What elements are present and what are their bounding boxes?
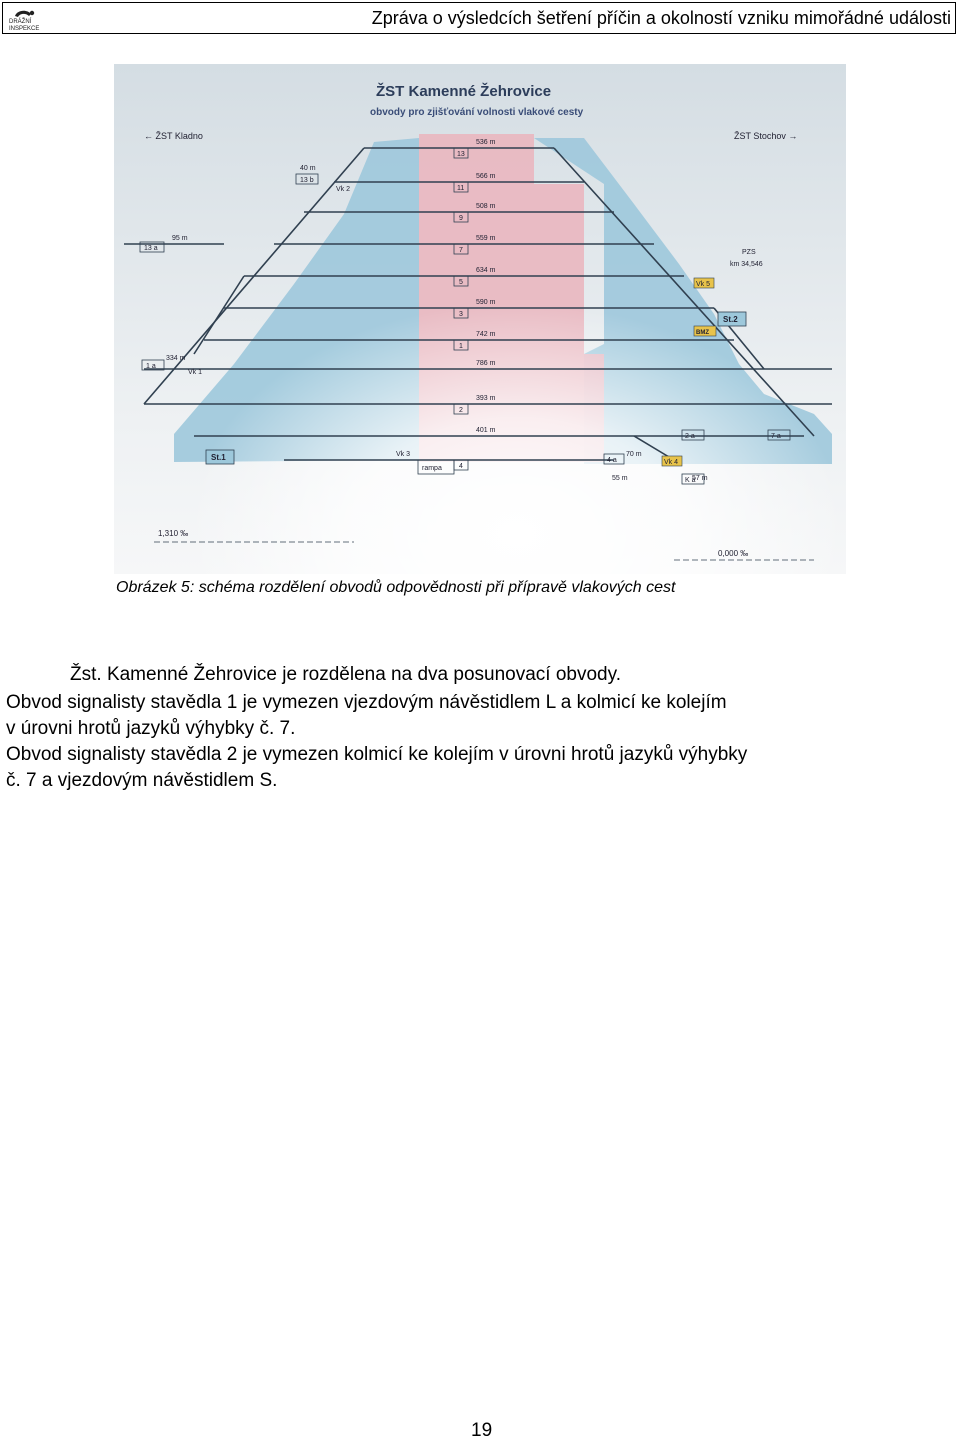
svg-text:590 m: 590 m	[476, 299, 496, 306]
svg-text:1 a: 1 a	[146, 363, 156, 370]
svg-text:Vk 4: Vk 4	[664, 459, 679, 466]
svg-text:Vk 3: Vk 3	[396, 451, 411, 458]
svg-text:BMZ: BMZ	[696, 330, 709, 336]
paragraph-3-line-1: Obvod signalisty stavědla 2 je vymezen kolmicí ke kolejím v úrovni hrotů jazyků výhybky	[6, 744, 748, 765]
left-direction-label: ← ŽST Kladno	[144, 131, 203, 141]
gradient-left-label: 1,310 ‰	[158, 529, 189, 538]
svg-text:DRÁŽNÍ: DRÁŽNÍ	[9, 19, 32, 25]
page-number: 19	[471, 1420, 493, 1441]
paragraph-2-line-2: v úrovni hrotů jazyků výhybky č. 7.	[6, 718, 296, 739]
svg-text:St.1: St.1	[211, 453, 226, 462]
svg-text:40 m: 40 m	[300, 165, 316, 172]
svg-text:7: 7	[459, 247, 463, 254]
svg-text:566 m: 566 m	[476, 173, 496, 180]
right-direction-label: ŽST Stochov →	[734, 131, 798, 141]
svg-text:7 a: 7 a	[771, 433, 781, 440]
svg-text:786 m: 786 m	[476, 360, 496, 367]
svg-text:401 m: 401 m	[476, 427, 496, 434]
station-scheme-figure	[114, 64, 846, 574]
svg-text:559 m: 559 m	[476, 235, 496, 242]
svg-text:9: 9	[459, 215, 463, 222]
svg-text:13: 13	[457, 151, 465, 158]
svg-text:St.2: St.2	[723, 315, 738, 324]
svg-text:334 m: 334 m	[166, 355, 186, 362]
svg-text:INSPEKCE: INSPEKCE	[9, 26, 40, 32]
svg-text:393 m: 393 m	[476, 395, 496, 402]
paragraph-3-line-2: č. 7 a vjezdovým návěstidlem S.	[6, 770, 278, 791]
svg-text:536 m: 536 m	[476, 139, 496, 146]
svg-text:km 34,546: km 34,546	[730, 261, 763, 268]
svg-text:rampa: rampa	[422, 465, 442, 472]
svg-text:70 m: 70 m	[626, 451, 642, 458]
svg-text:4 a: 4 a	[607, 457, 617, 464]
svg-text:508 m: 508 m	[476, 203, 496, 210]
svg-text:5: 5	[459, 279, 463, 286]
svg-text:Vk 2: Vk 2	[336, 186, 351, 193]
figure-caption: Obrázek 5: schéma rozdělení obvodů odpovědnosti při přípravě vlakových cest	[116, 579, 676, 596]
svg-text:3: 3	[459, 311, 463, 318]
svg-text:742 m: 742 m	[476, 331, 496, 338]
paragraph-2-line-1: Obvod signalisty stavědla 1 je vymezen vjezdovým návěstidlem L a kolmicí ke kolejím	[6, 692, 727, 713]
svg-text:1: 1	[459, 343, 463, 350]
gradient-right-label: 0,000 ‰	[718, 549, 749, 558]
svg-text:Vk 1: Vk 1	[188, 369, 203, 376]
railway-inspection-logo-icon	[7, 6, 41, 32]
svg-text:K a: K a	[685, 477, 696, 484]
svg-text:95 m: 95 m	[172, 235, 188, 242]
svg-text:4: 4	[459, 463, 463, 470]
header-title: Zpráva o výsledcích šetření příčin a okolností vzniku mimořádné události	[371, 8, 951, 28]
svg-text:13 a: 13 a	[144, 245, 158, 252]
svg-text:634 m: 634 m	[476, 267, 496, 274]
svg-text:13 b: 13 b	[300, 177, 314, 184]
board-title: ŽST Kamenné Žehrovice	[376, 83, 552, 100]
paragraph-1: Žst. Kamenné Žehrovice je rozdělena na dva posunovací obvody.	[70, 664, 621, 685]
svg-text:Vk 5: Vk 5	[696, 281, 711, 288]
svg-text:2 a: 2 a	[685, 433, 695, 440]
svg-text:11: 11	[457, 185, 465, 192]
svg-text:PZS: PZS	[742, 249, 756, 256]
page-header	[2, 2, 956, 34]
svg-text:2: 2	[459, 407, 463, 414]
svg-text:55 m: 55 m	[612, 475, 628, 482]
board-subtitle: obvody pro zjišťování volnosti vlakové cesty	[370, 107, 584, 118]
station-scheme-diagram	[114, 64, 846, 574]
svg-text:57 m: 57 m	[692, 475, 708, 482]
